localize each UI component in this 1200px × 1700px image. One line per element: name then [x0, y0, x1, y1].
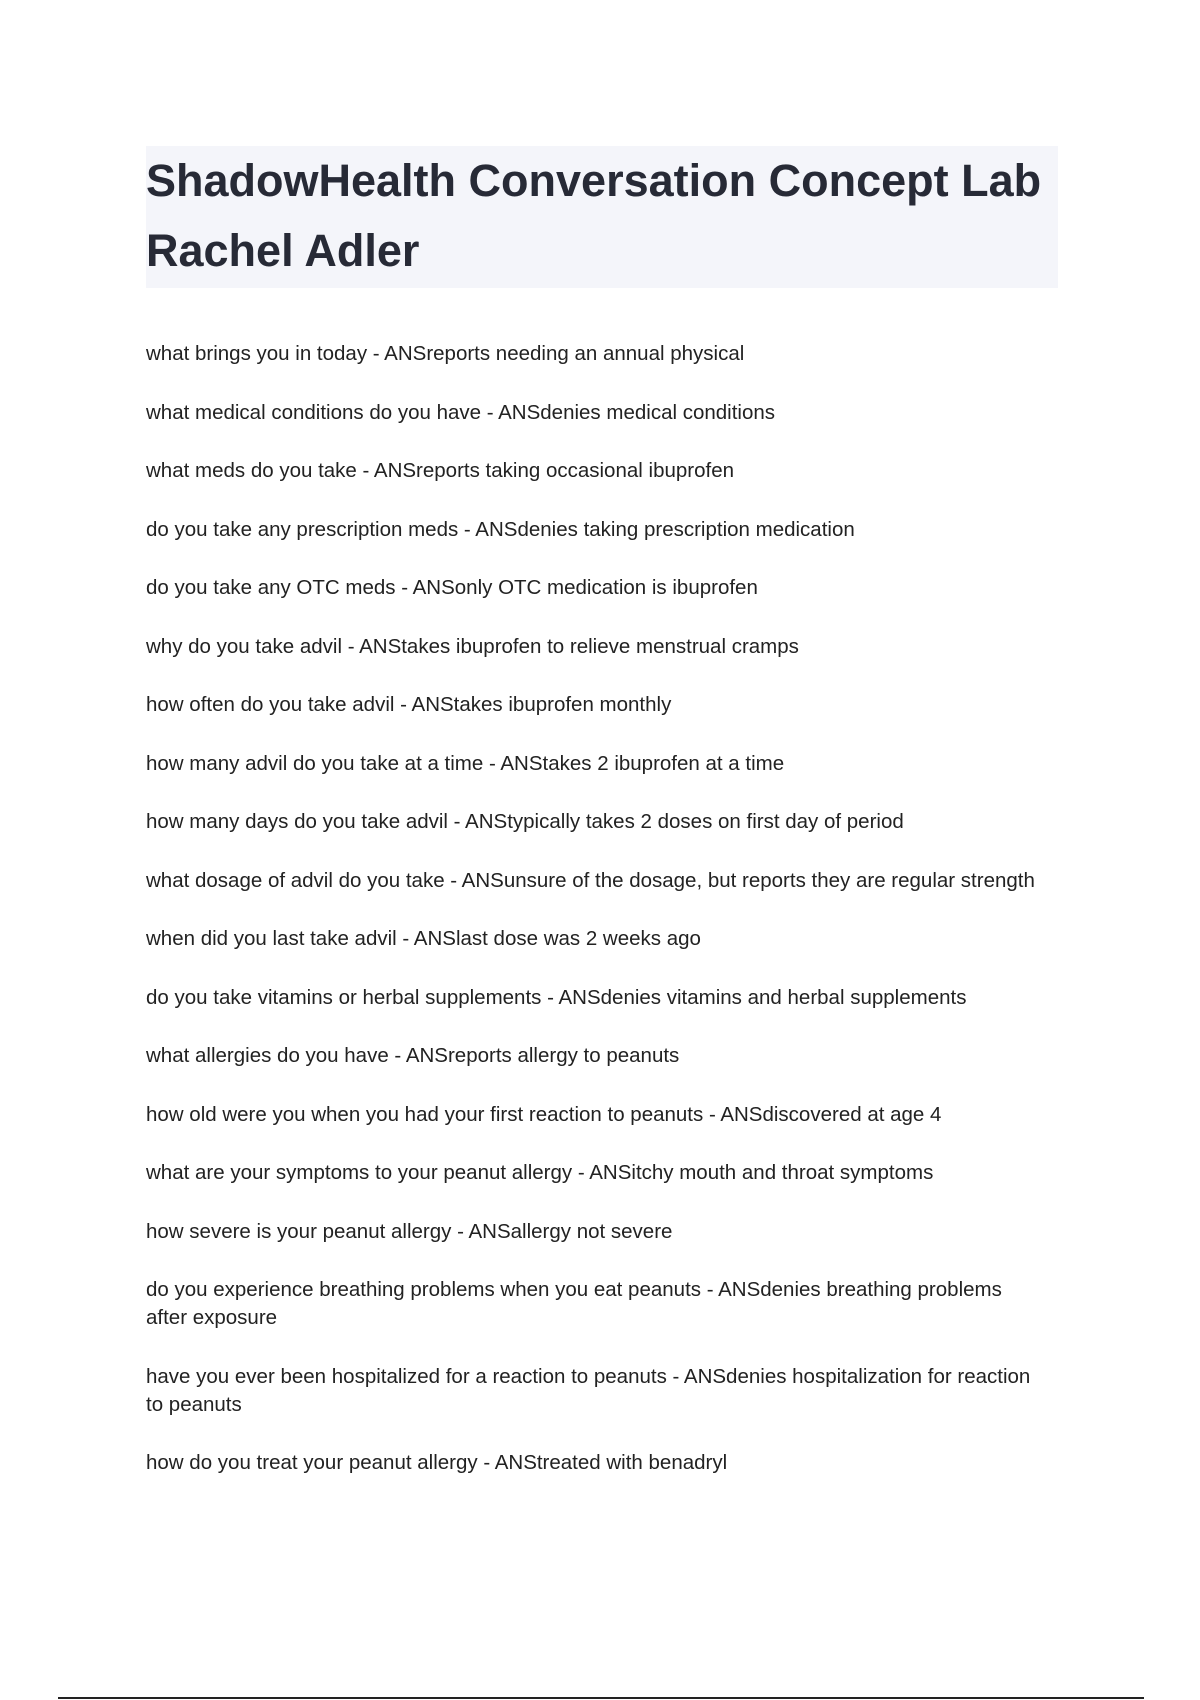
qa-item: what dosage of advil do you take - ANSunsure of the dosage, but reports they are regular strength	[146, 868, 1035, 892]
qa-item: do you experience breathing problems when you eat peanuts - ANSdenies breathing problems after exposure	[146, 1278, 1002, 1329]
page-divider	[58, 1697, 1144, 1699]
qa-item: how severe is your peanut allergy - ANSallergy not severe	[146, 1219, 673, 1243]
qa-item: what allergies do you have - ANSreports allergy to peanuts	[146, 1044, 680, 1067]
qa-item: do you take any OTC meds - ANSonly OTC medication is ibuprofen	[146, 576, 758, 599]
qa-item: what are your symptoms to your peanut allergy - ANSitchy mouth and throat symptoms	[146, 1161, 934, 1184]
qa-list	[146, 340, 1046, 1508]
qa-item: how often do you take advil - ANStakes ibuprofen monthly	[146, 693, 672, 716]
page-title: ShadowHealth Conversation Concept Lab Rachel Adler	[146, 155, 1042, 276]
qa-item: what medical conditions do you have - ANSdenies medical conditions	[146, 400, 776, 424]
qa-item: what meds do you take - ANSreports taking occasional ibuprofen	[146, 459, 734, 482]
qa-item: what brings you in today - ANSreports needing an annual physical	[146, 342, 745, 365]
qa-item: have you ever been hospitalized for a reaction to peanuts - ANSdenies hospitalization for reaction to peanuts	[146, 1364, 1031, 1416]
qa-item: how do you treat your peanut allergy - ANStreated with benadryl	[146, 1451, 728, 1474]
title-block	[146, 146, 1058, 288]
qa-item: do you take any prescription meds - ANSdenies taking prescription medication	[146, 517, 855, 541]
qa-item: do you take vitamins or herbal supplements - ANSdenies vitamins and herbal supplements	[146, 985, 967, 1009]
qa-item: when did you last take advil - ANSlast dose was 2 weeks ago	[146, 927, 701, 950]
qa-item: why do you take advil - ANStakes ibuprofen to relieve menstrual cramps	[146, 634, 799, 658]
qa-item: how many advil do you take at a time - ANStakes 2 ibuprofen at a time	[146, 751, 785, 775]
qa-item: how many days do you take advil - ANStypically takes 2 doses on first day of period	[146, 810, 904, 833]
qa-item: how old were you when you had your first reaction to peanuts - ANSdiscovered at age 4	[146, 1102, 942, 1126]
